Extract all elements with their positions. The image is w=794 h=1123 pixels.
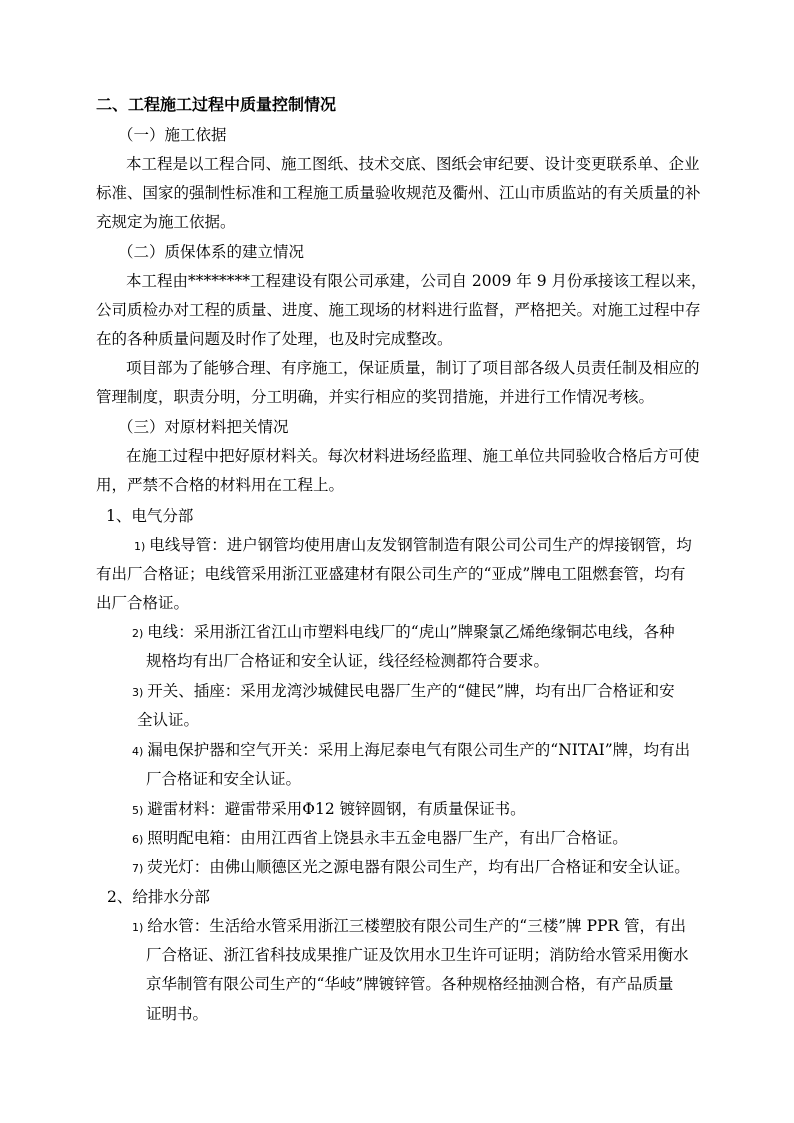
list-text: 电线导管：进户钢管均使用唐山友发钢管制造有限公司公司生产的焊接钢管，均 — [149, 536, 692, 554]
sub3-line-2: 用，严禁不合格的材料用在工程上。 — [96, 476, 345, 494]
list-number: 7) — [132, 862, 144, 875]
list-text: 开关、插座：采用龙湾沙城健民电器厂生产的“健民”牌，均有出厂合格证和安 — [147, 682, 675, 700]
list-text: 给水管：生活给水管采用浙江三楼塑胶有限公司生产的“三楼”牌 PPR 管，有出 — [147, 917, 687, 935]
sub2-p1-line-2: 公司质检办对工程的质量、进度、施工现场的材料进行监督，严格把关。对施工过程中存 — [96, 301, 701, 319]
section-title: 二、工程施工过程中质量控制情况 — [96, 95, 337, 114]
list-number: 1) — [134, 540, 146, 553]
plumbing-item-1-line-1 — [132, 916, 686, 938]
electrical-item-1-line-1 — [134, 535, 692, 557]
electrical-item-4-line-1 — [132, 740, 690, 762]
plumbing-item-1-line-3: 京华制管有限公司生产的“华岐”牌镀锌管。各种规格经抽测合格，有产品质量 — [146, 975, 674, 993]
electrical-item-2-line-2: 规格均有出厂合格证和安全认证，线径经检测都符合要求。 — [146, 652, 550, 670]
sub1-line-3: 充规定为施工依据。 — [96, 213, 236, 231]
list-number: 4) — [132, 745, 144, 758]
electrical-item-3-line-1 — [132, 681, 675, 703]
sub3-heading: （三）对原材料把关情况 — [118, 418, 289, 436]
sub2-p1-line-1: 本工程由********工程建设有限公司承建，公司自 2009 年 9 月份承接该工程以来， — [126, 272, 707, 290]
list-number: 3) — [132, 686, 144, 699]
list-text: 避雷材料：避雷带采用Φ12 镀锌圆钢，有质量保证书。 — [147, 800, 526, 818]
electrical-item-1-line-2: 有出厂合格证；电线管采用浙江亚盛建材有限公司生产的“亚成”牌电工阻燃套管，均有 — [96, 565, 686, 583]
sub2-heading: （二）质保体系的建立情况 — [118, 243, 305, 261]
sub2-p1-line-3: 在的各种质量问题及时作了处理，也及时完成整改。 — [96, 330, 453, 348]
electrical-item-4-line-2: 厂合格证和安全认证。 — [146, 770, 302, 788]
list-text: 漏电保护器和空气开关：采用上海尼泰电气有限公司生产的“NITAI”牌，均有出 — [147, 741, 691, 759]
sub2-p2-line-2: 管理制度，职责分明，分工明确，并实行相应的奖罚措施，并进行工作情况考核。 — [96, 388, 655, 406]
list-number: 6) — [132, 833, 144, 846]
electrical-item-5 — [132, 799, 526, 821]
sub3-line-1: 在施工过程中把好原材料关。每次材料进场经监理、施工单位共同验收合格后方可使 — [126, 447, 700, 465]
list-text: 照明配电箱：由用江西省上饶县永丰五金电器厂生产，有出厂合格证。 — [147, 829, 628, 847]
electrical-item-1-line-3: 出厂合格证。 — [96, 594, 190, 612]
sub2-p2-line-1: 项目部为了能够合理、有序施工，保证质量，制订了项目部各级人员责任制及相应的 — [126, 359, 700, 377]
sub1-line-2: 标准、国家的强制性标准和工程施工质量验收规范及衢州、江山市质监站的有关质量的补 — [96, 184, 701, 202]
list-number: 2) — [132, 627, 144, 640]
electrical-item-6 — [132, 828, 628, 850]
sub1-line-1: 本工程是以工程合同、施工图纸、技术交底、图纸会审纪要、设计变更联系单、企业 — [126, 155, 700, 173]
plumbing-item-1-line-2: 厂合格证、浙江省科技成果推广证及饮用水卫生许可证明；消防给水管采用衡水 — [146, 946, 689, 964]
list-text: 荧光灯：由佛山顺德区光之源电器有限公司生产，均有出厂合格证和安全认证。 — [147, 858, 690, 876]
list-number: 5) — [132, 804, 144, 817]
electrical-item-3-line-2: 全认证。 — [137, 711, 200, 729]
plumbing-heading: 2、给排水分部 — [107, 888, 210, 906]
plumbing-item-1-line-4: 证明书。 — [146, 1005, 209, 1023]
electrical-heading: 1、电气分部 — [106, 507, 194, 525]
list-number: 1) — [132, 921, 144, 934]
sub1-heading: （一）施工依据 — [118, 126, 227, 144]
electrical-item-2-line-1 — [132, 622, 675, 644]
electrical-item-7 — [132, 857, 690, 879]
list-text: 电线：采用浙江省江山市塑料电线厂的“虎山”牌聚氯乙烯绝缘铜芯电线，各种 — [147, 623, 675, 641]
